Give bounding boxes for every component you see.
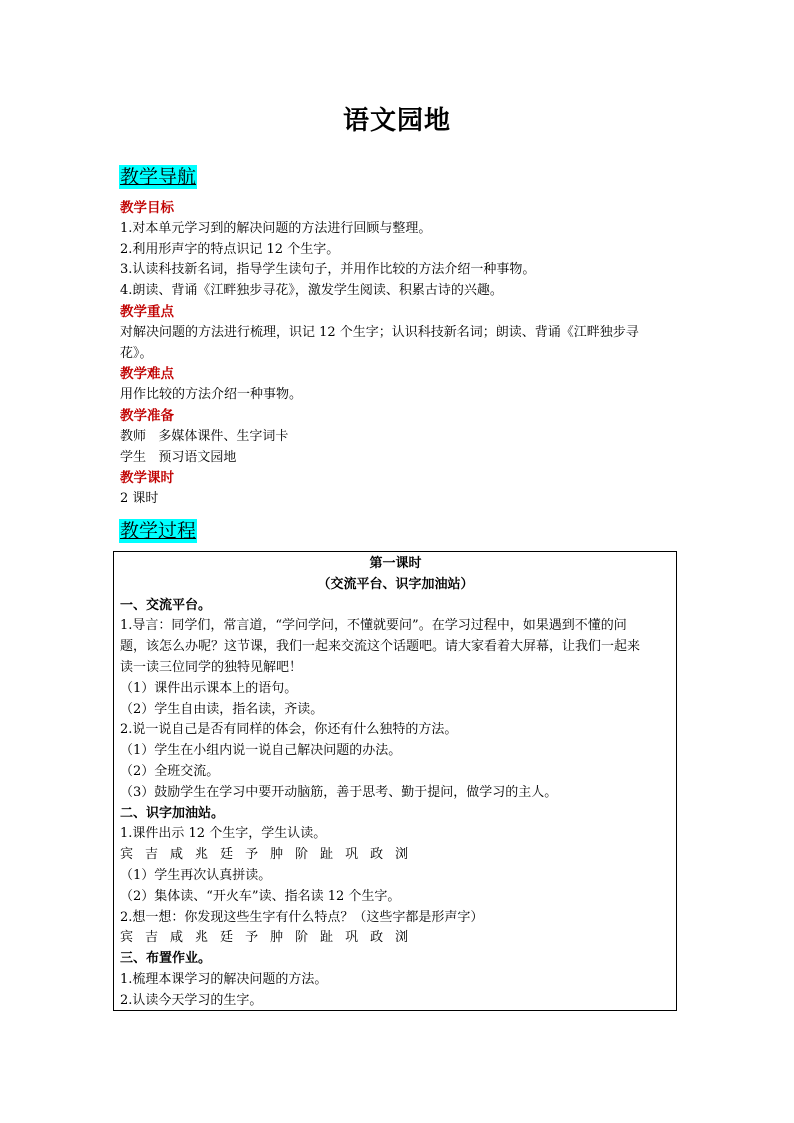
character: 肿 <box>270 930 284 946</box>
lesson-process-box <box>113 551 677 1011</box>
character: 兆 <box>195 847 209 863</box>
process-line: 1.梳理本课学习的解决问题的方法。 <box>120 971 328 987</box>
lesson-subtitle: （交流平台、识字加油站） <box>317 576 474 592</box>
difficulty-line: 用作比较的方法介绍一种事物。 <box>120 387 303 403</box>
page-title: 语文园地 <box>342 106 451 136</box>
hours-title: 教学课时 <box>120 470 174 487</box>
goal-line: 1.对本单元学习到的解决问题的方法进行回顾与整理。 <box>120 220 432 236</box>
character: 浏 <box>395 847 409 863</box>
character: 兆 <box>195 930 209 946</box>
character: 咸 <box>170 847 184 863</box>
character: 廷 <box>220 847 234 863</box>
key-point-line: 对解决问题的方法进行梳理，识记 12 个生字；认识科技新名词；朗读、背诵《江畔独步寻 <box>120 324 639 340</box>
process-line: 1.导言：同学们，常言道，“学问学问，不懂就要问”。在学习过程中，如果遇到不懂的问 <box>120 618 627 634</box>
process-line: （2）集体读、“开火车”读、指名读 12 个生字。 <box>120 888 401 904</box>
character: 咸 <box>170 930 184 946</box>
process-line: 2.说一说自己是否有同样的体会，你还有什么独特的方法。 <box>120 722 458 738</box>
character-list <box>120 845 671 866</box>
preparation-title: 教学准备 <box>120 407 174 424</box>
character: 政 <box>370 847 384 863</box>
goals-title: 教学目标 <box>120 200 174 216</box>
character: 巩 <box>345 847 359 863</box>
process-line: （1）学生在小组内说一说自己解决问题的办法。 <box>120 743 402 759</box>
process-heading: 教学过程 <box>120 520 197 542</box>
process-line: 2.想一想：你发现这些生字有什么特点？（这些字都是形声字） <box>120 909 484 925</box>
process-line: （1）学生再次认真拼读。 <box>120 867 272 883</box>
character: 浏 <box>395 930 409 946</box>
process-line: （3）鼓励学生在学习中要开动脑筋，善于思考、勤于提问，做学习的主人。 <box>120 784 558 800</box>
process-line: （2）全班交流。 <box>120 763 220 779</box>
goal-line: 2.利用形声字的特点识记 12 个生字。 <box>120 241 340 257</box>
teaching-navigation <box>120 198 680 510</box>
process-line: （2）学生自由读，指名读，齐读。 <box>120 701 324 717</box>
character: 肿 <box>270 847 284 863</box>
lesson-title: 第一课时 <box>369 556 422 571</box>
process-line: 1.课件出示 12 个生字，学生认读。 <box>120 826 327 842</box>
difficulty-title: 教学难点 <box>120 366 174 383</box>
character: 政 <box>370 930 384 946</box>
character: 阶 <box>295 930 309 946</box>
character: 巩 <box>345 930 359 946</box>
process-line: 读一读三位同学的独特见解吧！ <box>120 659 303 675</box>
character: 宾 <box>120 847 134 863</box>
process-line: （1）课件出示课本上的语句。 <box>120 680 298 696</box>
character: 趾 <box>320 847 334 863</box>
character-list <box>120 928 671 949</box>
prep-student: 学生 预习语文园地 <box>120 449 237 465</box>
section-homework-title: 三、布置作业。 <box>120 951 212 967</box>
nav-heading: 教学导航 <box>120 166 197 188</box>
character: 予 <box>245 847 259 863</box>
character: 阶 <box>295 847 309 863</box>
prep-teacher: 教师 多媒体课件、生字词卡 <box>120 428 289 444</box>
character: 吉 <box>145 847 159 863</box>
key-point-line: 花》。 <box>120 345 153 361</box>
key-points-title: 教学重点 <box>120 303 174 320</box>
goal-line: 4.朗读、背诵《江畔独步寻花》，激发学生阅读、积累古诗的兴趣。 <box>120 283 503 299</box>
section-exchange-title: 一、交流平台。 <box>120 597 212 613</box>
goal-line: 3.认读科技新名词，指导学生读句子，并用作比较的方法介绍一种事物。 <box>120 262 536 278</box>
process-line: 2.认读今天学习的生字。 <box>120 992 263 1008</box>
character: 予 <box>245 930 259 946</box>
section-literacy-title: 二、识字加油站。 <box>120 805 225 821</box>
process-line: 题，该怎么办呢？这节课，我们一起来交流这个话题吧。请大家看着大屏幕，让我们一起来 <box>120 639 641 655</box>
character: 廷 <box>220 930 234 946</box>
character: 趾 <box>320 930 334 946</box>
character: 宾 <box>120 930 134 946</box>
character: 吉 <box>145 930 159 946</box>
hours-line: 2 课时 <box>120 491 159 507</box>
